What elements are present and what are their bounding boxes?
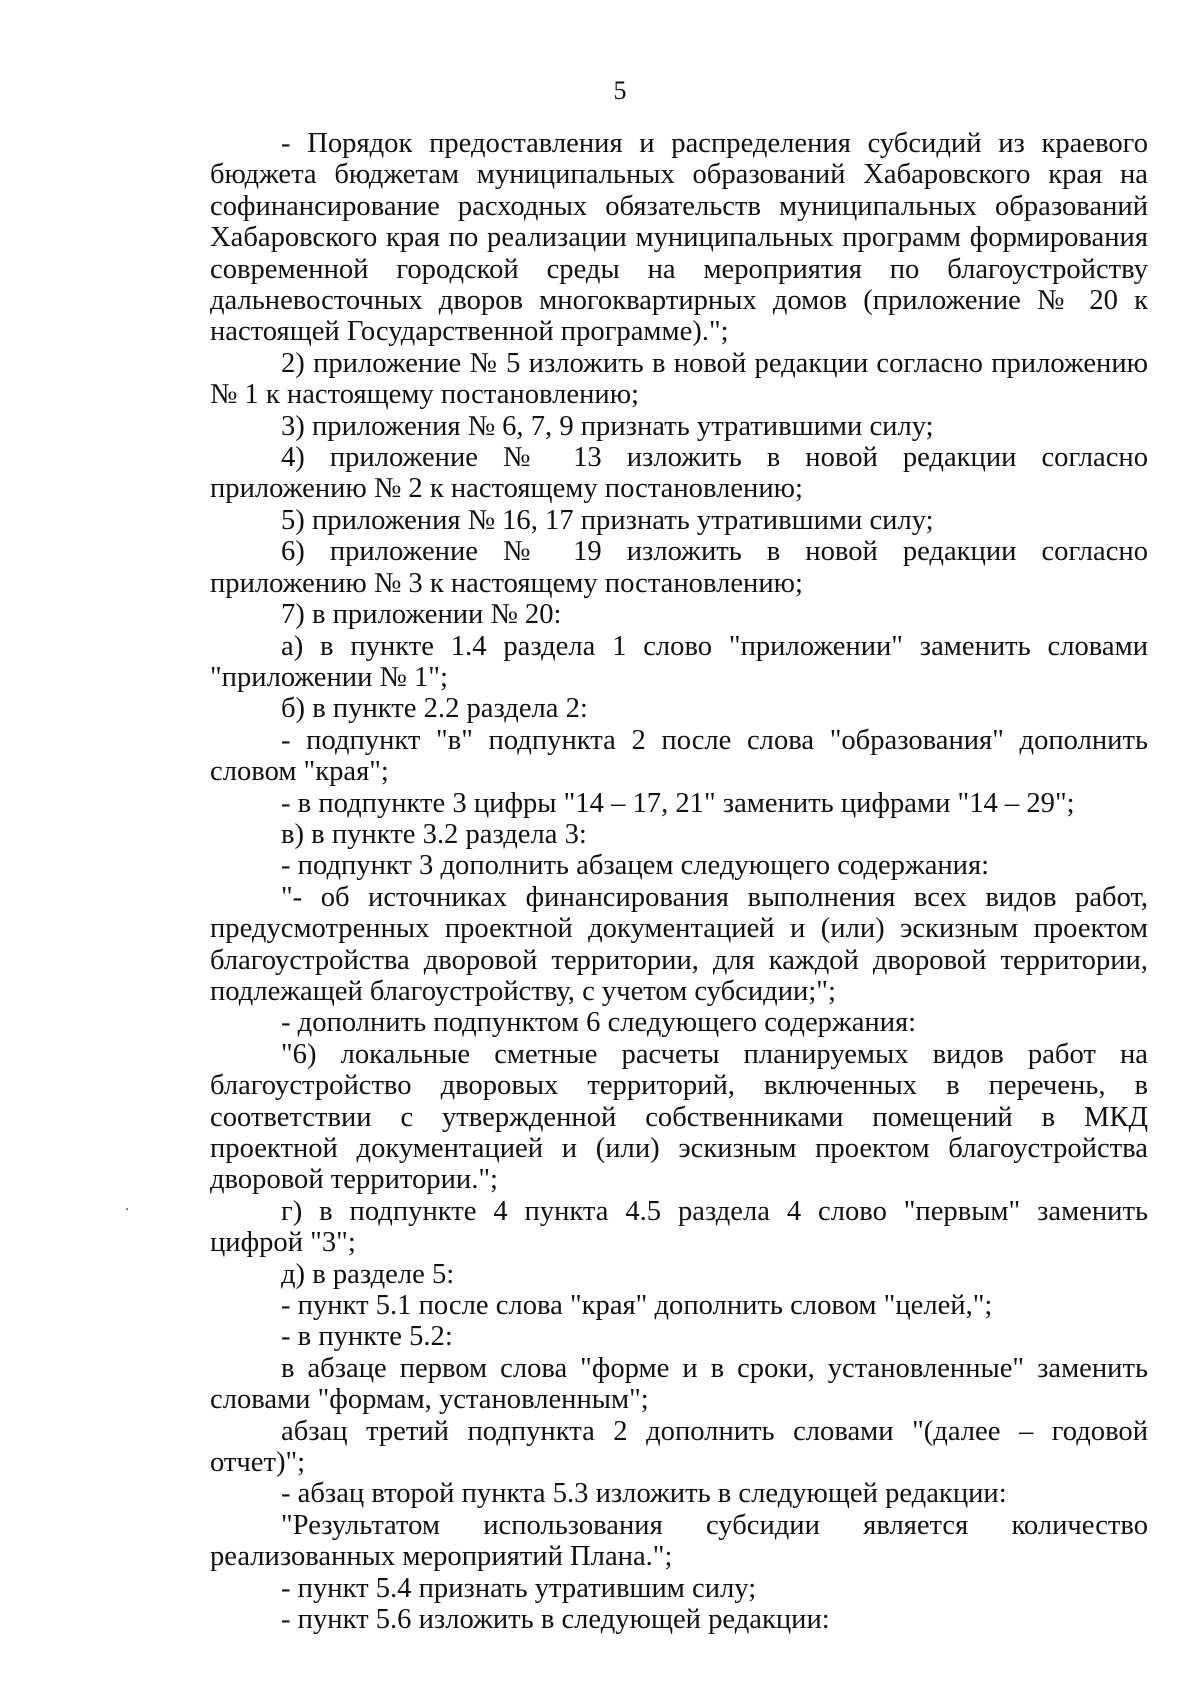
paragraph: 4) приложение № 13 изложить в новой редакции согласно приложению № 2 к настоящему постановлению;: [210, 442, 1148, 505]
paragraph: в) в пункте 3.2 раздела 3:: [281, 818, 587, 850]
paragraph: - Порядок предоставления и распределения субсидий из краевого бюджета бюджетам муниципальных образований Хабаровского края на софинансирование расходных обязательств муниципальных образований Хабаровского края по реализации муниципальных программ формирования современной городской среды на мероприятия по благоустройству дальневосточных дворов многоквартирных домов (приложение № 20 к настоящей Государственной программе).";: [210, 128, 1148, 348]
paragraph: а) в пункте 1.4 раздела 1 слово "приложении" заменить словами "приложении № 1";: [210, 630, 1148, 693]
paragraph: 6) приложение № 19 изложить в новой редакции согласно приложению № 3 к настоящему постановлению;: [210, 536, 1148, 599]
paragraph: в абзаце первом слова "форме и в сроки, установленные" заменить словами "формам, установленным";: [210, 1352, 1148, 1416]
paragraph: г) в подпункте 4 пункта 4.5 раздела 4 слово "первым" заменить цифрой "3";: [210, 1195, 1148, 1259]
paragraph: - пункт 5.1 после слова "края" дополнить словом "целей,";: [281, 1290, 993, 1322]
paragraph: б) в пункте 2.2 раздела 2:: [281, 693, 588, 725]
paragraph: - в подпункте 3 цифры "14 – 17, 21" заменить цифрами "14 – 29";: [281, 787, 1075, 819]
paragraph: 5) приложения № 16, 17 признать утратившими силу;: [281, 504, 934, 536]
paragraph: 2) приложение № 5 изложить в новой редакции согласно приложению № 1 к настоящему постановлению;: [210, 347, 1148, 411]
paragraph: д) в разделе 5:: [281, 1258, 455, 1290]
paragraph: - абзац второй пункта 5.3 изложить в следующей редакции:: [281, 1478, 1007, 1510]
paragraph: 7) в приложении № 20:: [281, 599, 562, 631]
paragraph: - дополнить подпунктом 6 следующего содержания:: [281, 1007, 917, 1039]
page-number: 5: [613, 76, 627, 105]
paragraph: абзац третий подпункта 2 дополнить словами "(далее – годовой отчет)";: [210, 1415, 1148, 1479]
scan-speck: [126, 1208, 128, 1210]
paragraph: 3) приложения № 6, 7, 9 признать утратившими силу;: [281, 410, 934, 442]
paragraph: - пункт 5.6 изложить в следующей редакции:: [281, 1604, 830, 1636]
paragraph: "6) локальные сметные расчеты планируемых видов работ на благоустройство дворовых территорий, включенных в перечень, в соответствии с утвержденной собственниками помещений в МКД проектной документацией и (или) эскизным проектом благоустройства дворовой территории.";: [210, 1038, 1148, 1196]
paragraph: "Результатом использования субсидии является количество реализованных мероприятий Плана.";: [210, 1509, 1148, 1573]
paragraph: - пункт 5.4 признать утратившим силу;: [281, 1572, 757, 1604]
paragraph: - в пункте 5.2:: [281, 1321, 453, 1353]
paragraph: - подпункт "в" подпункта 2 после слова "образования" дополнить словом "края";: [210, 724, 1148, 788]
paragraph: "- об источниках финансирования выполнения всех видов работ, предусмотренных проектной документацией и (или) эскизным проектом благоустройства дворовой территории, для каждой дворовой территории, подлежащей благоустройству, с учетом субсидии;";: [210, 881, 1148, 1007]
document-body: [210, 128, 1148, 1636]
paragraph: - подпункт 3 дополнить абзацем следующего содержания:: [281, 850, 990, 882]
